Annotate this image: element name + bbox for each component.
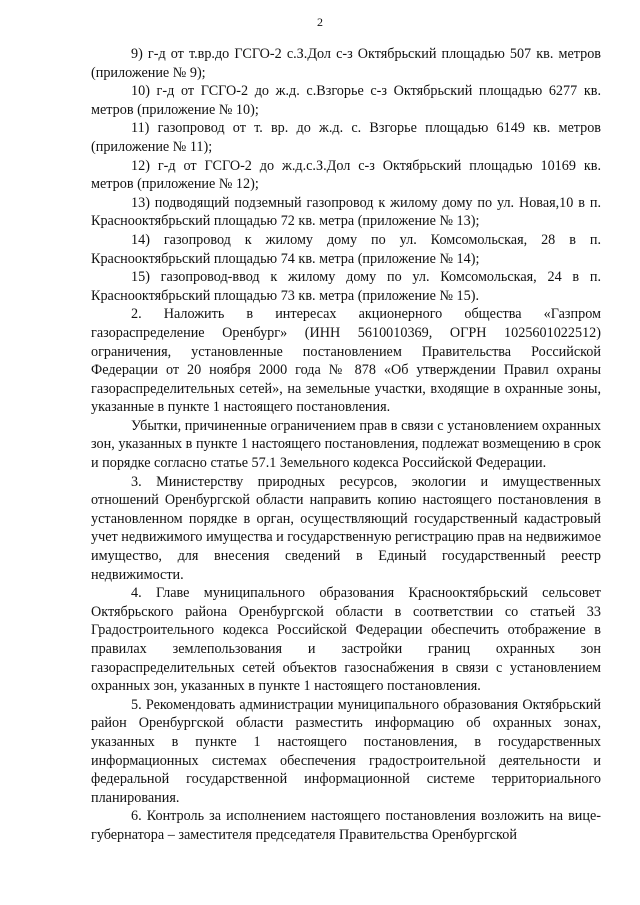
list-item-13: 13) подводящий подземный газопровод к жилому дому по ул. Новая,10 в п. Краснооктябрьский площадью 72 кв. метра (приложение № 13);: [91, 194, 601, 230]
clause-5: 5. Рекомендовать администрации муниципального образования Октябрьский район Оренбургской области разместить информацию об охранных зонах, указанных в пункте 1 настоящего постановления, в государственных информационных системах обеспечения градостроительной деятельности и федеральной государственной информационной системе территориального планирования.: [91, 696, 601, 806]
list-item-10: 10) г-д от ГСГО-2 до ж.д. с.Взгорье с-з Октябрьский площадью 6277 кв. метров (приложение № 10);: [91, 83, 601, 118]
list-item-9: 9) г-д от т.вр.до ГСГО-2 с.З.Дол с-з Октябрьский площадью 507 кв. метров (приложение № 9);: [91, 46, 601, 81]
clause-6: 6. Контроль за исполнением настоящего постановления возложить на вице-губернатора – заместителя председателя Правительства Оренбургской: [91, 808, 601, 843]
clause-3: 3. Министерству природных ресурсов, экологии и имущественных отношений Оренбургской области направить копию настоящего постановления в установленном порядке в орган, осуществляющий государственный кадастровый учет недвижимого имущества и государственную регистрацию прав на недвижимое имущество, для внесения сведений в Единый государственный реестр недвижимости.: [91, 473, 601, 583]
list-item-12: 12) г-д от ГСГО-2 до ж.д.с.З.Дол с-з Октябрьский площадью 10169 кв. метров (приложение № 12);: [91, 157, 601, 193]
list-item-11: 11) газопровод от т. вр. до ж.д. с. Взгорье площадью 6149 кв. метров (приложение № 11);: [91, 120, 601, 155]
list-item-15: 15) газопровод-ввод к жилому дому по ул. Комсомольская, 24 в п. Краснооктябрьский площадью 73 кв. метра (приложение № 15).: [91, 269, 601, 304]
clause-2: 2. Наложить в интересах акционерного общества «Газпром газораспределение Оренбург» (ИНН 5610010369, ОГРН 1025601022512) ограничения, установленные постановлением Правительства Российской Федерации от 20 ноября 2000 года № 878 «Об утверждении Правил охраны газораспределительных сетей», на земельные участки, входящие в охранные зоны, указанные в пункте 1 настоящего постановления.: [91, 306, 601, 416]
page-number: 2: [317, 15, 323, 29]
clause-4: 4. Главе муниципального образования Краснооктябрьский сельсовет Октябрьского района Оренбургской области в соответствии со статьей 33 Градостроительного кодекса Российской Федерации обеспечить отображение в правилах землепользования и застройки границ охранных зон газораспределительных сетей объектов газоснабжения в связи с установлением охранных зон, указанных в пункте 1 настоящего постановления.: [91, 585, 601, 695]
clause-2-damages: Убытки, причиненные ограничением прав в связи с установлением охранных зон, указанных в пункте 1 настоящего постановления, подлежат возмещению в срок и порядке согласно статье 57.1 Земельного кодекса Российской Федерации.: [91, 417, 601, 472]
list-item-14: 14) газопровод к жилому дому по ул. Комсомольская, 28 в п. Краснооктябрьский площадью 74 кв. метра (приложение № 14);: [91, 231, 601, 267]
document-body: [91, 45, 601, 845]
